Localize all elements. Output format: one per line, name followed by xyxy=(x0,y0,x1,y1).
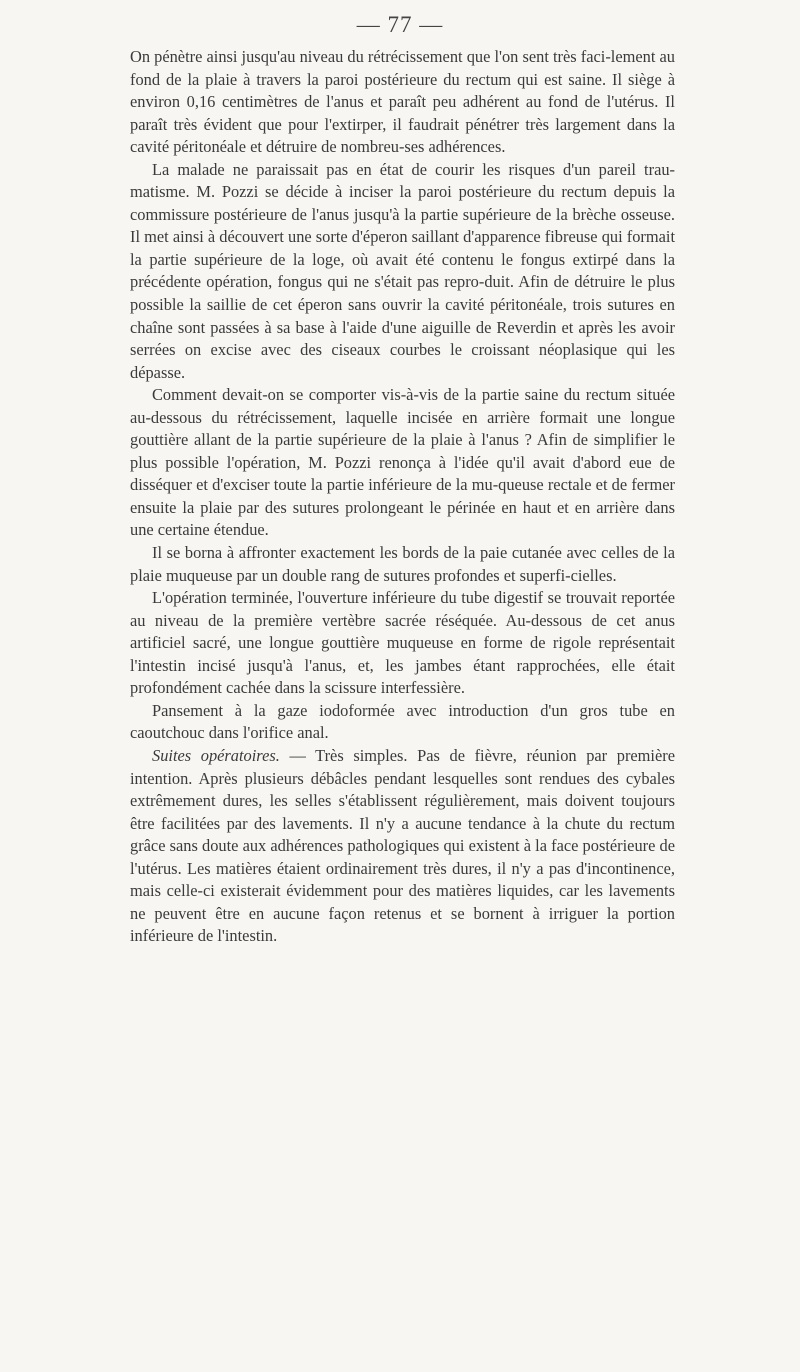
paragraph-2: La malade ne paraissait pas en état de courir les risques d'un pareil trau-matisme. M. Pozzi se décide à inciser la paroi postérieure du rectum depuis la commissure postérieure de l'anus jusqu'à la partie supérieure de la brèche osseuse. Il met ainsi à découvert une sorte d'éperon saillant d'apparence fibreuse qui formait la partie supérieure de la loge, où avait été contenu le fongus extirpé dans la précédente opération, fongus qui ne s'était pas repro-duit. Afin de détruire le plus possible la saillie de cet éperon sans ouvrir la cavité péritonéale, trois sutures en chaîne sont passées à sa base à l'aide d'une aiguille de Reverdin et après les avoir serrées on excise avec des ciseaux courbes le croissant néoplasique qui les dépasse. xyxy=(130,159,675,382)
paragraph-3: Comment devait-on se comporter vis-à-vis de la partie saine du rectum située au-dessous du rétrécissement, laquelle incisée en arrière formait une longue gouttière allant de la partie supérieure de la plaie à l'anus ? Afin de simplifier le plus possible l'opération, M. Pozzi renonça à l'idée qu'il avait d'abord eue de disséquer et d'exciser toute la partie inférieure de la mu-queuse rectale et de fermer ensuite la plaie par des sutures prolongeant le périnée en haut et en arrière dans une certaine étendue. xyxy=(130,385,675,540)
paragraph-6: Pansement à la gaze iodoformée avec introduction d'un gros tube en caoutchouc dans l'orifice anal. xyxy=(130,700,675,743)
paragraph-7-text: — Très simples. Pas de fièvre, réunion par première intention. Après plusieurs débâcles pendant lesquelles sont rendues des cybales extrêmement dures, les selles s'établissent régulièrement, mais doivent toujours être facilitées par des lavements. Il n'y a aucune tendance à la chute du rectum grâce sans doute aux adhérences pathologiques qui existent à la face postérieure de l'utérus. Les matières étaient ordinairement très dures, il n'y a pas d'incontinence, mais celle-ci existerait évidemment pour des matières liquides, car les lavements ne peuvent être en aucune façon retenus et se bornent à irriguer la portion inférieure de l'intestin. xyxy=(130,745,675,946)
page-number: — 77 — xyxy=(356,12,444,37)
section-heading-suites-operatoires: Suites opératoires. xyxy=(152,745,280,765)
paragraph-7 xyxy=(130,745,675,948)
paragraph-4: Il se borna à affronter exactement les bords de la paie cutanée avec celles de la plaie muqueuse par un double rang de sutures profondes et superfi-cielles. xyxy=(130,543,675,585)
body-text xyxy=(130,46,675,948)
paragraph-1: On pénètre ainsi jusqu'au niveau du rétrécissement que l'on sent très faci-lement au fond de la plaie à travers la paroi postérieure du rectum qui est saine. Il siège à environ 0,16 centimètres de l'anus et paraît peu adhérent au fond de l'utérus. Il paraît très évident que pour l'extirper, il faudrait pénétrer très largement dans la cavité péritonéale et détruire de nombreu-ses adhérences. xyxy=(130,47,675,157)
paragraph-5: L'opération terminée, l'ouverture inférieure du tube digestif se trouvait reportée au niveau de la première vertèbre sacrée réséquée. Au-dessous de cet anus artificiel sacré, une longue gouttière muqueuse en forme de rigole représentait l'intestin incisé jusqu'à l'anus, et, les jambes étant rapprochées, elle était profondément cachée dans la scissure interfessière. xyxy=(130,588,675,698)
